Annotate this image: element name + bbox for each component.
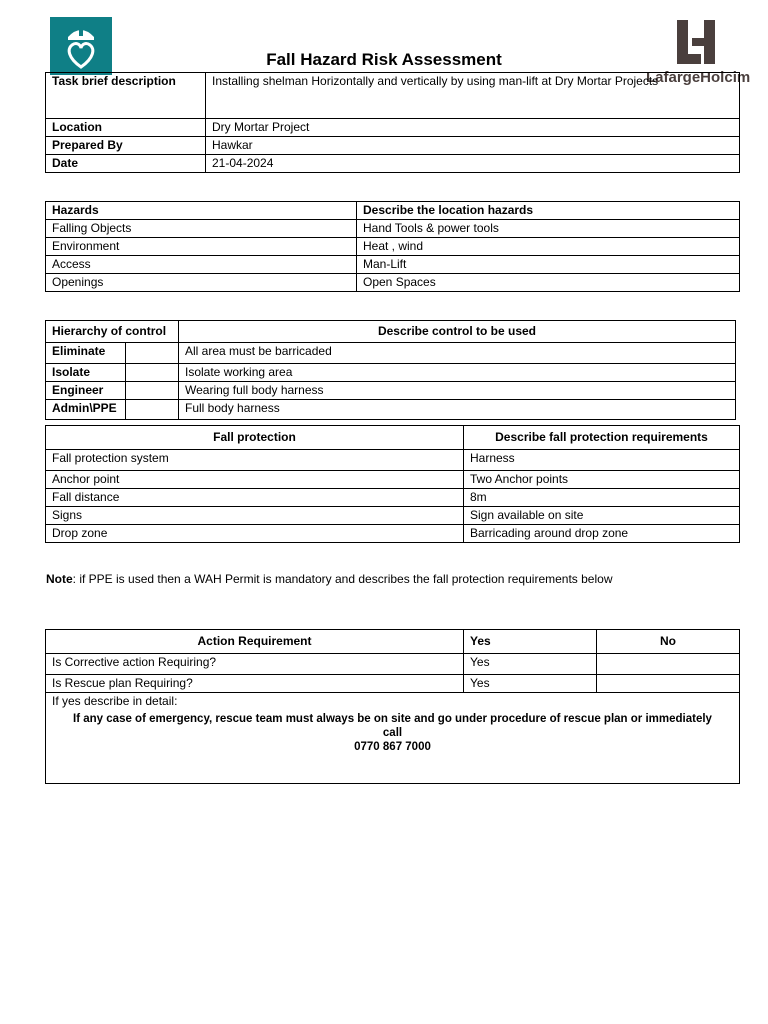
control-blank — [126, 382, 179, 400]
hazard-description: Open Spaces — [357, 274, 740, 292]
control-blank — [126, 400, 179, 420]
action-yes: Yes — [464, 675, 597, 693]
fall-requirement: Barricading around drop zone — [464, 525, 740, 543]
fall-item: Fall distance — [46, 489, 464, 507]
control-description: Wearing full body harness — [179, 382, 736, 400]
fall-item: Fall protection system — [46, 450, 464, 471]
emergency-phone: 0770 867 7000 — [354, 741, 431, 753]
note-label: Note — [46, 572, 73, 586]
date-label: Date — [46, 155, 206, 173]
control-blank — [126, 343, 179, 364]
page-title: Fall Hazard Risk Assessment — [266, 50, 502, 69]
emergency-instruction: If any case of emergency, rescue team must always be on site and go under procedure of rescue plan or immediately call — [73, 713, 712, 739]
hazards-table — [45, 201, 740, 292]
date-value: 21-04-2024 — [206, 155, 740, 173]
fall-requirement: 8m — [464, 489, 740, 507]
logo-text: LafargeHolcim — [646, 69, 751, 86]
action-requirement-header: Action Requirement — [46, 630, 464, 654]
fall-item: Anchor point — [46, 471, 464, 489]
task-info-table — [45, 72, 740, 173]
fall-item: Signs — [46, 507, 464, 525]
control-description: Isolate working area — [179, 364, 736, 382]
hazard-description: Heat , wind — [357, 238, 740, 256]
control-description-header: Describe control to be used — [179, 321, 736, 343]
prepared-by-value: Hawkar — [206, 137, 740, 155]
detail-label: If yes describe in detail: — [52, 694, 178, 708]
control-description: Full body harness — [179, 400, 736, 420]
hazard-description: Man-Lift — [357, 256, 740, 274]
fall-requirement: Sign available on site — [464, 507, 740, 525]
fall-requirements-header: Describe fall protection requirements — [464, 426, 740, 450]
fall-protection-table — [45, 425, 740, 543]
hazard-name: Openings — [46, 274, 357, 292]
prepared-by-label: Prepared By — [46, 137, 206, 155]
hierarchy-header: Hierarchy of control — [46, 321, 179, 343]
location-label: Location — [46, 119, 206, 137]
hazard-description: Hand Tools & power tools — [357, 220, 740, 238]
no-header: No — [597, 630, 740, 654]
action-no — [597, 675, 740, 693]
hazard-name: Environment — [46, 238, 357, 256]
fall-item: Drop zone — [46, 525, 464, 543]
task-description-value: Installing shelman Horizontally and vertically by using man-lift at Dry Mortar Projects — [206, 73, 740, 119]
control-level: Isolate — [46, 364, 126, 382]
location-hazards-header: Describe the location hazards — [357, 202, 740, 220]
action-question: Is Corrective action Requiring? — [46, 654, 464, 675]
control-level: Eliminate — [46, 343, 126, 364]
control-level: Engineer — [46, 382, 126, 400]
action-question: Is Rescue plan Requiring? — [46, 675, 464, 693]
action-yes: Yes — [464, 654, 597, 675]
action-detail-cell — [46, 693, 740, 784]
hazard-name: Falling Objects — [46, 220, 357, 238]
controls-table — [45, 320, 736, 420]
fall-requirement: Harness — [464, 450, 740, 471]
task-description-label: Task brief description — [46, 73, 206, 119]
fall-requirement: Two Anchor points — [464, 471, 740, 489]
yes-header: Yes — [464, 630, 597, 654]
action-no — [597, 654, 740, 675]
location-value: Dry Mortar Project — [206, 119, 740, 137]
action-requirement-table — [45, 629, 740, 784]
hazards-header: Hazards — [46, 202, 357, 220]
hazard-name: Access — [46, 256, 357, 274]
note-text: : if PPE is used then a WAH Permit is mandatory and describes the fall protection requirements below — [72, 572, 613, 586]
fall-protection-header: Fall protection — [46, 426, 464, 450]
ppe-note — [46, 572, 612, 586]
control-description: All area must be barricaded — [179, 343, 736, 364]
control-blank — [126, 364, 179, 382]
control-level: Admin\PPE — [46, 400, 126, 420]
